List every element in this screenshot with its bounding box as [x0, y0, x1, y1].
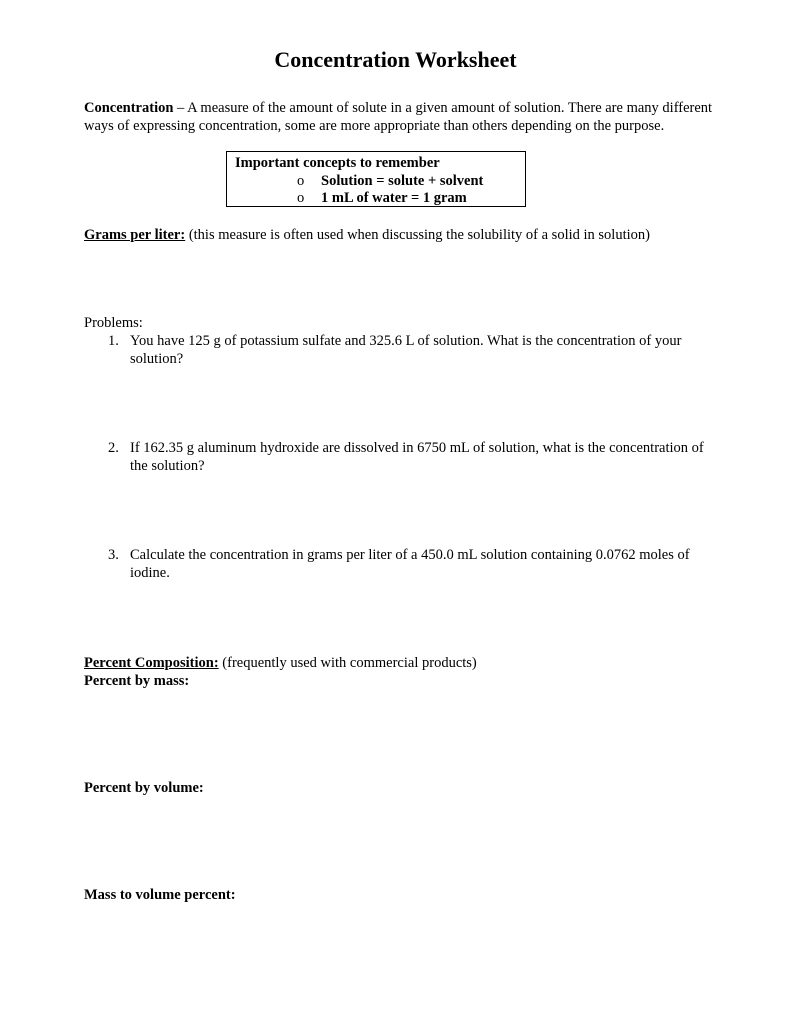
mass-to-volume-percent-heading: Mass to volume percent:	[84, 887, 236, 903]
problem-number: 3.	[108, 547, 119, 563]
bullet-icon: o	[297, 190, 305, 206]
important-concepts-box	[226, 151, 526, 207]
percent-composition-note: (frequently used with commercial products)	[218, 655, 477, 671]
problem-number: 1.	[108, 333, 119, 349]
concentration-definition	[84, 99, 714, 135]
percent-by-volume-heading: Percent by volume:	[84, 780, 204, 796]
concept-item	[297, 172, 483, 190]
concept-item-text: Solution = solute + solvent	[321, 173, 484, 189]
percent-composition-heading: Percent Composition:	[84, 655, 219, 671]
grams-per-liter-note: (this measure is often used when discussing the solubility of a solid in solution)	[185, 227, 650, 243]
percent-by-mass-heading: Percent by mass:	[84, 673, 190, 689]
page-title: Concentration Worksheet	[274, 47, 517, 72]
problems-label: Problems:	[84, 315, 143, 331]
problem-number: 2.	[108, 440, 119, 456]
concept-item	[297, 189, 467, 207]
problem-item	[108, 546, 714, 582]
concept-item-text: 1 mL of water = 1 gram	[321, 190, 467, 206]
grams-per-liter-section	[84, 226, 724, 244]
concentration-term: Concentration	[84, 100, 174, 116]
problem-text: If 162.35 g aluminum hydroxide are dissolved in 6750 mL of solution, what is the concentration of the solution?	[130, 440, 704, 474]
percent-composition-section	[84, 654, 724, 672]
grams-per-liter-heading: Grams per liter:	[84, 227, 186, 243]
problem-item	[108, 439, 714, 475]
problem-text: Calculate the concentration in grams per liter of a 450.0 mL solution containing 0.0762 moles of iodine.	[130, 547, 690, 581]
problem-item	[108, 332, 714, 368]
concepts-heading: Important concepts to remember	[235, 155, 440, 171]
bullet-icon: o	[297, 173, 305, 189]
problem-text: You have 125 g of potassium sulfate and 325.6 L of solution. What is the concentration of your solution?	[130, 333, 682, 367]
concentration-definition-text: – A measure of the amount of solute in a given amount of solution. There are many different ways of expressing concentration, some are more appropriate than others depending on the purpose.	[84, 100, 713, 134]
